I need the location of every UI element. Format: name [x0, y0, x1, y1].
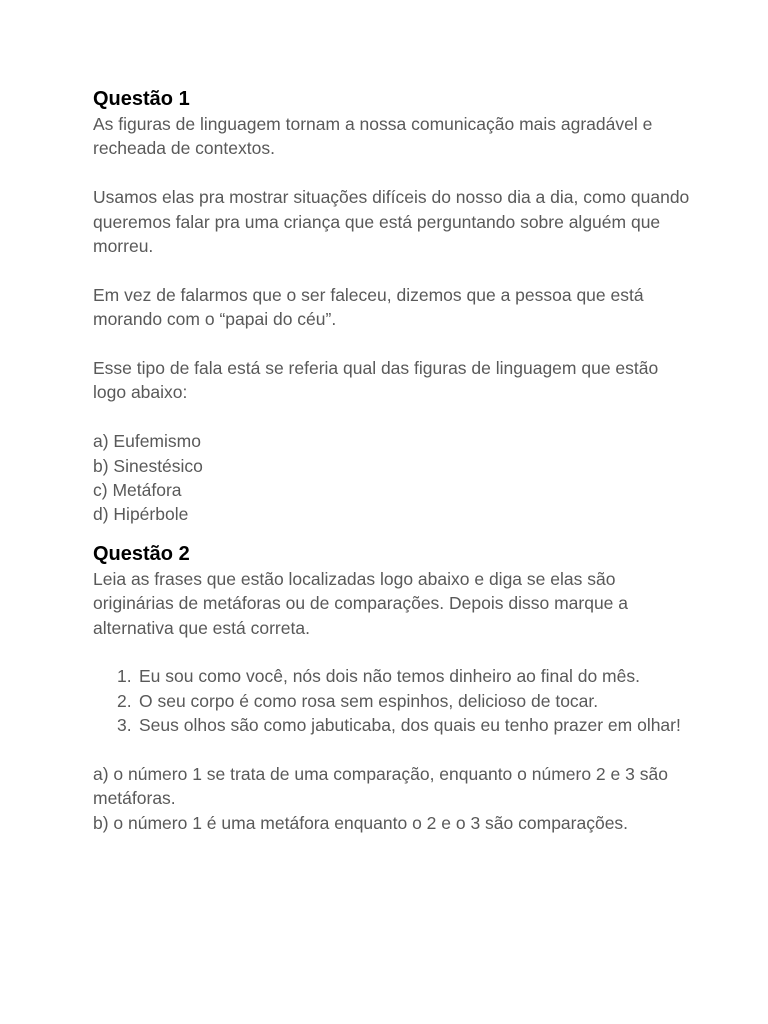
answer-option: a) o número 1 se trata de uma comparação, enquanto o número 2 e 3 são metáforas.	[93, 764, 668, 809]
statement-number: 1.	[117, 666, 132, 687]
question-paragraph: Leia as frases que estão localizadas logo abaixo e diga se elas são originárias de metáforas ou de comparações. Depois disso marque a alternativa que está correta.	[93, 568, 629, 638]
answer-options	[93, 429, 693, 527]
question-title: Questão 1	[93, 88, 190, 110]
question-2	[93, 541, 693, 835]
answer-option: d) Hipérbole	[93, 504, 189, 525]
statement-item	[117, 713, 693, 737]
question-1	[93, 86, 693, 527]
statement-list	[93, 664, 693, 737]
statement-item	[117, 689, 693, 713]
answer-option: c) Metáfora	[93, 480, 182, 501]
statement-item	[117, 664, 693, 688]
statement-text: O seu corpo é como rosa sem espinhos, delicioso de tocar.	[139, 690, 599, 711]
question-paragraph: Esse tipo de fala está se referia qual das figuras de linguagem que estão logo abaixo:	[93, 358, 659, 403]
answer-option: b) o número 1 é uma metáfora enquanto o 2 e o 3 são comparações.	[93, 812, 629, 833]
statement-text: Eu sou como você, nós dois não temos dinheiro ao final do mês.	[139, 666, 640, 687]
answer-option: b) Sinestésico	[93, 455, 203, 476]
question-paragraph: Usamos elas pra mostrar situações difíceis do nosso dia a dia, como quando queremos falar pra uma criança que está perguntando sobre alguém que morreu.	[93, 187, 690, 257]
question-title: Questão 2	[93, 542, 190, 565]
answer-options	[93, 762, 693, 835]
statement-number: 3.	[117, 715, 132, 736]
answer-option: a) Eufemismo	[93, 431, 201, 452]
question-paragraph: Em vez de falarmos que o ser faleceu, dizemos que a pessoa que está morando com o “papai do céu”.	[93, 284, 644, 330]
statement-number: 2.	[117, 690, 132, 711]
statement-text: Seus olhos são como jabuticaba, dos quais eu tenho prazer em olhar!	[139, 715, 681, 736]
question-paragraph: As figuras de linguagem tornam a nossa comunicação mais agradável e recheada de contextos.	[93, 114, 653, 159]
document-page	[93, 86, 693, 835]
